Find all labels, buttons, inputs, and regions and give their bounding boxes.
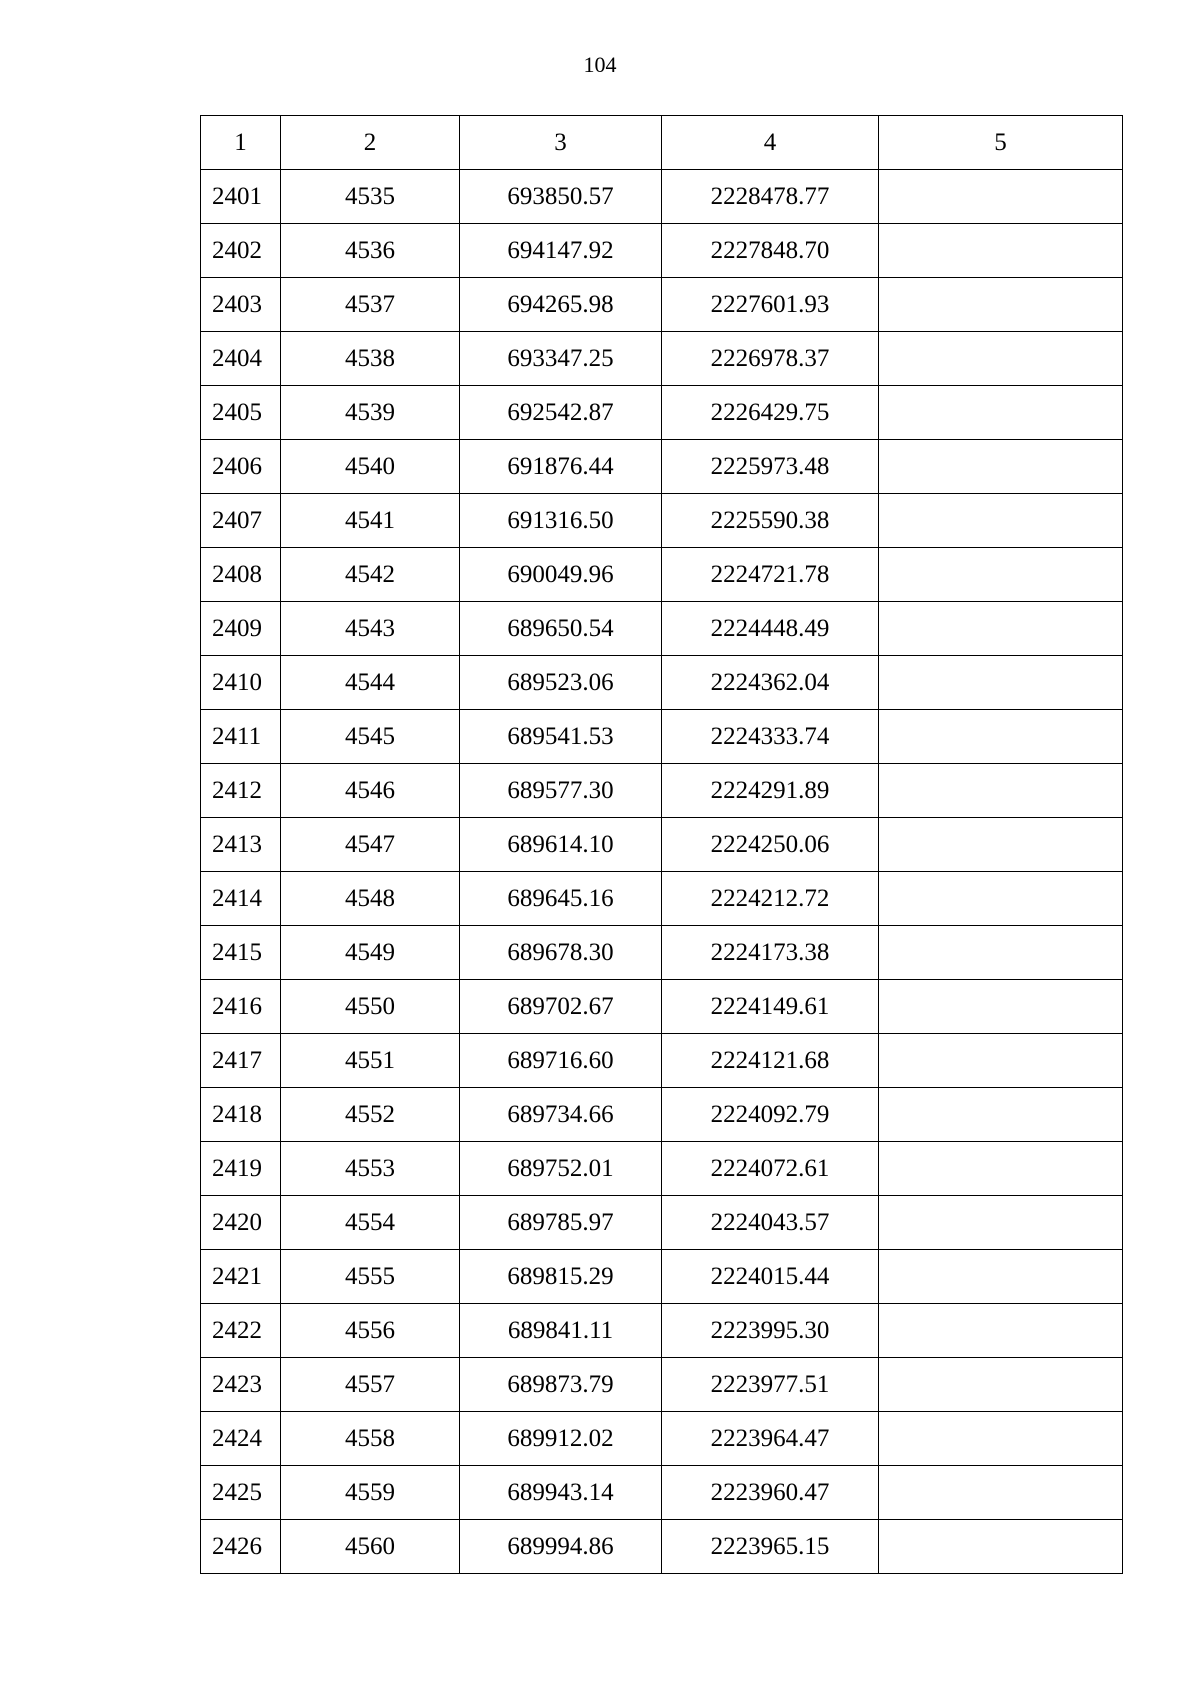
x-coordinate-cell: 689912.02 xyxy=(460,1412,662,1466)
point-number-cell: 4543 xyxy=(281,602,460,656)
row-number-cell: 2402 xyxy=(201,224,281,278)
row-number-cell: 2401 xyxy=(201,170,281,224)
row-number-cell: 2423 xyxy=(201,1358,281,1412)
row-number-cell: 2410 xyxy=(201,656,281,710)
note-cell xyxy=(879,656,1123,710)
point-number-cell: 4549 xyxy=(281,926,460,980)
note-cell xyxy=(879,1250,1123,1304)
point-number-cell: 4537 xyxy=(281,278,460,332)
x-coordinate-cell: 689752.01 xyxy=(460,1142,662,1196)
y-coordinate-cell: 2223964.47 xyxy=(662,1412,879,1466)
row-number-cell: 2406 xyxy=(201,440,281,494)
point-number-cell: 4541 xyxy=(281,494,460,548)
x-coordinate-cell: 689645.16 xyxy=(460,872,662,926)
table-row xyxy=(201,440,1123,494)
y-coordinate-cell: 2224448.49 xyxy=(662,602,879,656)
row-number-cell: 2416 xyxy=(201,980,281,1034)
row-number-cell: 2414 xyxy=(201,872,281,926)
note-cell xyxy=(879,710,1123,764)
point-number-cell: 4536 xyxy=(281,224,460,278)
note-cell xyxy=(879,1142,1123,1196)
y-coordinate-cell: 2225973.48 xyxy=(662,440,879,494)
x-coordinate-cell: 690049.96 xyxy=(460,548,662,602)
y-coordinate-cell: 2228478.77 xyxy=(662,170,879,224)
y-coordinate-cell: 2224043.57 xyxy=(662,1196,879,1250)
x-coordinate-cell: 689523.06 xyxy=(460,656,662,710)
note-cell xyxy=(879,1034,1123,1088)
note-cell xyxy=(879,1520,1123,1574)
point-number-cell: 4550 xyxy=(281,980,460,1034)
note-cell xyxy=(879,170,1123,224)
y-coordinate-cell: 2224149.61 xyxy=(662,980,879,1034)
row-number-cell: 2411 xyxy=(201,710,281,764)
x-coordinate-cell: 689785.97 xyxy=(460,1196,662,1250)
x-coordinate-cell: 689873.79 xyxy=(460,1358,662,1412)
x-coordinate-cell: 689841.11 xyxy=(460,1304,662,1358)
note-cell xyxy=(879,980,1123,1034)
row-number-cell: 2404 xyxy=(201,332,281,386)
table-row xyxy=(201,386,1123,440)
x-coordinate-cell: 689614.10 xyxy=(460,818,662,872)
note-cell xyxy=(879,332,1123,386)
point-number-cell: 4557 xyxy=(281,1358,460,1412)
table-row xyxy=(201,494,1123,548)
table-row xyxy=(201,548,1123,602)
row-number-cell: 2422 xyxy=(201,1304,281,1358)
row-number-cell: 2409 xyxy=(201,602,281,656)
table-row xyxy=(201,278,1123,332)
x-coordinate-cell: 694147.92 xyxy=(460,224,662,278)
point-number-cell: 4558 xyxy=(281,1412,460,1466)
column-header: 2 xyxy=(281,116,460,170)
note-cell xyxy=(879,224,1123,278)
point-number-cell: 4560 xyxy=(281,1520,460,1574)
x-coordinate-cell: 689541.53 xyxy=(460,710,662,764)
coordinates-table xyxy=(200,115,1123,1574)
table-row xyxy=(201,1466,1123,1520)
y-coordinate-cell: 2224333.74 xyxy=(662,710,879,764)
table-row xyxy=(201,980,1123,1034)
point-number-cell: 4556 xyxy=(281,1304,460,1358)
row-number-cell: 2418 xyxy=(201,1088,281,1142)
y-coordinate-cell: 2224121.68 xyxy=(662,1034,879,1088)
point-number-cell: 4546 xyxy=(281,764,460,818)
point-number-cell: 4559 xyxy=(281,1466,460,1520)
note-cell xyxy=(879,926,1123,980)
row-number-cell: 2420 xyxy=(201,1196,281,1250)
table-row xyxy=(201,1520,1123,1574)
point-number-cell: 4538 xyxy=(281,332,460,386)
x-coordinate-cell: 689577.30 xyxy=(460,764,662,818)
table-row xyxy=(201,1412,1123,1466)
point-number-cell: 4554 xyxy=(281,1196,460,1250)
row-number-cell: 2413 xyxy=(201,818,281,872)
table-header-row xyxy=(201,116,1123,170)
y-coordinate-cell: 2227601.93 xyxy=(662,278,879,332)
point-number-cell: 4553 xyxy=(281,1142,460,1196)
y-coordinate-cell: 2224250.06 xyxy=(662,818,879,872)
table-row xyxy=(201,1088,1123,1142)
note-cell xyxy=(879,602,1123,656)
y-coordinate-cell: 2224212.72 xyxy=(662,872,879,926)
x-coordinate-cell: 691876.44 xyxy=(460,440,662,494)
point-number-cell: 4535 xyxy=(281,170,460,224)
row-number-cell: 2403 xyxy=(201,278,281,332)
x-coordinate-cell: 689943.14 xyxy=(460,1466,662,1520)
table-row xyxy=(201,926,1123,980)
note-cell xyxy=(879,1412,1123,1466)
point-number-cell: 4548 xyxy=(281,872,460,926)
table-row xyxy=(201,1034,1123,1088)
x-coordinate-cell: 692542.87 xyxy=(460,386,662,440)
y-coordinate-cell: 2224173.38 xyxy=(662,926,879,980)
page-number: 104 xyxy=(583,52,617,77)
note-cell xyxy=(879,386,1123,440)
x-coordinate-cell: 689716.60 xyxy=(460,1034,662,1088)
y-coordinate-cell: 2224362.04 xyxy=(662,656,879,710)
table-body xyxy=(201,116,1123,1574)
y-coordinate-cell: 2226429.75 xyxy=(662,386,879,440)
point-number-cell: 4551 xyxy=(281,1034,460,1088)
table-row xyxy=(201,818,1123,872)
x-coordinate-cell: 689650.54 xyxy=(460,602,662,656)
x-coordinate-cell: 689994.86 xyxy=(460,1520,662,1574)
y-coordinate-cell: 2227848.70 xyxy=(662,224,879,278)
note-cell xyxy=(879,278,1123,332)
table-row xyxy=(201,656,1123,710)
row-number-cell: 2408 xyxy=(201,548,281,602)
table-row xyxy=(201,1196,1123,1250)
note-cell xyxy=(879,1196,1123,1250)
note-cell xyxy=(879,1088,1123,1142)
y-coordinate-cell: 2224015.44 xyxy=(662,1250,879,1304)
y-coordinate-cell: 2224072.61 xyxy=(662,1142,879,1196)
row-number-cell: 2426 xyxy=(201,1520,281,1574)
table-row xyxy=(201,602,1123,656)
y-coordinate-cell: 2223995.30 xyxy=(662,1304,879,1358)
row-number-cell: 2412 xyxy=(201,764,281,818)
note-cell xyxy=(879,494,1123,548)
point-number-cell: 4539 xyxy=(281,386,460,440)
point-number-cell: 4542 xyxy=(281,548,460,602)
row-number-cell: 2425 xyxy=(201,1466,281,1520)
table-row xyxy=(201,1358,1123,1412)
table-row xyxy=(201,1304,1123,1358)
table-row xyxy=(201,1142,1123,1196)
column-header: 5 xyxy=(879,116,1123,170)
row-number-cell: 2405 xyxy=(201,386,281,440)
y-coordinate-cell: 2224092.79 xyxy=(662,1088,879,1142)
row-number-cell: 2419 xyxy=(201,1142,281,1196)
table-row xyxy=(201,224,1123,278)
x-coordinate-cell: 691316.50 xyxy=(460,494,662,548)
table-row xyxy=(201,170,1123,224)
row-number-cell: 2421 xyxy=(201,1250,281,1304)
point-number-cell: 4552 xyxy=(281,1088,460,1142)
note-cell xyxy=(879,872,1123,926)
note-cell xyxy=(879,548,1123,602)
note-cell xyxy=(879,440,1123,494)
y-coordinate-cell: 2226978.37 xyxy=(662,332,879,386)
column-header: 4 xyxy=(662,116,879,170)
x-coordinate-cell: 689678.30 xyxy=(460,926,662,980)
note-cell xyxy=(879,764,1123,818)
point-number-cell: 4540 xyxy=(281,440,460,494)
row-number-cell: 2407 xyxy=(201,494,281,548)
note-cell xyxy=(879,1466,1123,1520)
table-row xyxy=(201,710,1123,764)
note-cell xyxy=(879,1358,1123,1412)
x-coordinate-cell: 689815.29 xyxy=(460,1250,662,1304)
x-coordinate-cell: 694265.98 xyxy=(460,278,662,332)
row-number-cell: 2417 xyxy=(201,1034,281,1088)
y-coordinate-cell: 2223960.47 xyxy=(662,1466,879,1520)
point-number-cell: 4545 xyxy=(281,710,460,764)
x-coordinate-cell: 689702.67 xyxy=(460,980,662,1034)
x-coordinate-cell: 693347.25 xyxy=(460,332,662,386)
table-row xyxy=(201,764,1123,818)
y-coordinate-cell: 2223977.51 xyxy=(662,1358,879,1412)
row-number-cell: 2424 xyxy=(201,1412,281,1466)
column-header: 3 xyxy=(460,116,662,170)
column-header: 1 xyxy=(201,116,281,170)
point-number-cell: 4555 xyxy=(281,1250,460,1304)
row-number-cell: 2415 xyxy=(201,926,281,980)
point-number-cell: 4544 xyxy=(281,656,460,710)
point-number-cell: 4547 xyxy=(281,818,460,872)
y-coordinate-cell: 2223965.15 xyxy=(662,1520,879,1574)
table-row xyxy=(201,1250,1123,1304)
note-cell xyxy=(879,818,1123,872)
note-cell xyxy=(879,1304,1123,1358)
y-coordinate-cell: 2225590.38 xyxy=(662,494,879,548)
y-coordinate-cell: 2224291.89 xyxy=(662,764,879,818)
x-coordinate-cell: 689734.66 xyxy=(460,1088,662,1142)
y-coordinate-cell: 2224721.78 xyxy=(662,548,879,602)
table-row xyxy=(201,872,1123,926)
x-coordinate-cell: 693850.57 xyxy=(460,170,662,224)
table-row xyxy=(201,332,1123,386)
